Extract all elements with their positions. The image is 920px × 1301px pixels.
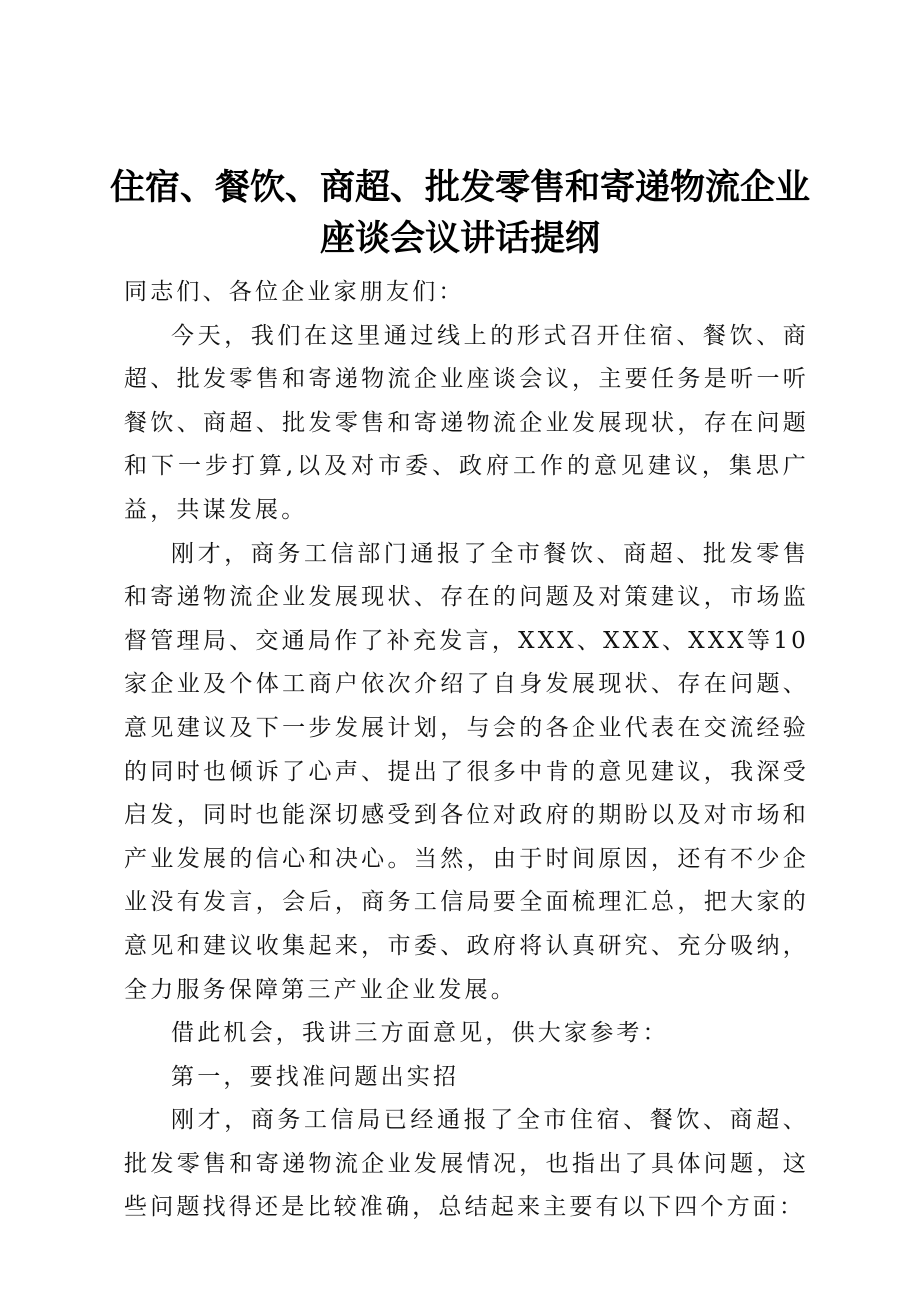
paragraph-briefing: 刚才，商务工信部门通报了全市餐饮、商超、批发零售和寄递物流企业发展现状、存在的问题及对策建议，市场监督管理局、交通局作了补充发言，XXX、XXX、XXX等10家企业及个体工商户依次介绍了自身发展现状、存在问题、意见建议及下一步发展计划，与会的各企业代表在交流经验的同时也倾诉了心声、提出了很多中肯的意见建议，我深受启发，同时也能深切感受到各位对政府的期盼以及对市场和产业发展的信心和决心。当然，由于时间原因，还有不少企业没有发言，会后，商务工信局要全面梳理汇总，把大家的意见和建议收集起来，市委、政府将认真研究、充分吸纳，全力服务保障第三产业企业发展。 [124, 540, 809, 1003]
salutation: 同志们、各位企业家朋友们： [124, 279, 465, 305]
document-title-line-2: 座谈会议讲话提纲 [319, 219, 600, 259]
paragraph-problems: 刚才，商务工信局已经通报了全市住宿、餐饮、商超、批发零售和寄递物流企业发展情况，也指出了具体问题，这些问题找得还是比较准确，总结起来主要有以下四个方面： [124, 1107, 809, 1221]
paragraph-opening: 今天，我们在这里通过线上的形式召开住宿、餐饮、商超、批发零售和寄递物流企业座谈会议，主要任务是听一听餐饮、商超、批发零售和寄递物流企业发展现状，存在问题和下一步打算,以及对市委、政府工作的意见建议，集思广益，共谋发展。 [124, 322, 809, 523]
document-title-line-1: 住宿、餐饮、商超、批发零售和寄递物流企业 [109, 168, 810, 208]
section-heading-first: 第一，要找准问题出实招 [171, 1063, 460, 1090]
document-body [124, 271, 809, 1230]
paragraph-intro-points: 借此机会，我讲三方面意见，供大家参考： [171, 1020, 669, 1047]
